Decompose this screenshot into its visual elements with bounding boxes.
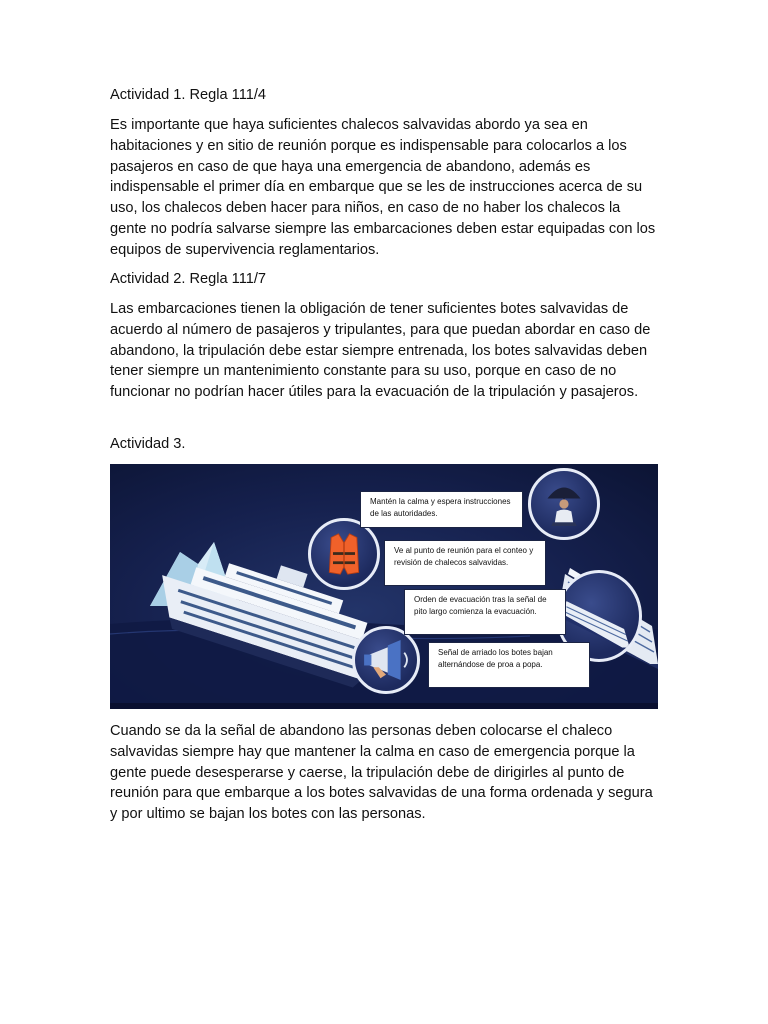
activity-3-heading: Actividad 3.: [110, 436, 186, 452]
activity-1-paragraph: Es importante que haya suficientes chalecos salvavidas abordo ya sea en habitaciones y en sitio de reunión porque es indispensable para colocarlos a los pasajeros en caso de que haya una emergencia de abandono, además es indispensable el primer día en embarque que se les de instrucciones acerca de su uso, los chalecos deben hacer para niños, en caso de no haber los chalecos la gente no podría salvarse siempre las embarcaciones deben estar equipadas con los equipos de supervivencia reglamentarios.: [110, 117, 656, 258]
activity-2-heading: Actividad 2. Regla 111/7: [110, 271, 267, 287]
note-assembly-point: Ve al punto de reunión para el conteo y revisión de chalecos salvavidas.: [384, 540, 546, 586]
person-calm-icon: [531, 471, 597, 537]
person-calm-circle: [528, 468, 600, 540]
life-vest-circle: [308, 518, 380, 590]
activity-3-paragraph: Cuando se da la señal de abandono las personas deben colocarse el chaleco salvavidas siempre hay que mantener la calma en caso de emergencia porque la gente puede desesperarse y caerse, la tripulación debe de dirigirles al punto de reunión para que embarque a los botes salvavidas de una forma ordenada y segura y por ultimo se bajan los botes con las personas.: [110, 723, 653, 823]
megaphone-circle: [352, 626, 420, 694]
infographic-bottom-strip: [110, 703, 658, 709]
abandon-ship-infographic: [110, 464, 658, 709]
activity-2-paragraph: Las embarcaciones tienen la obligación de tener suficientes botes salvavidas de acuerdo al número de pasajeros y tripulantes, para que puedan abordar en caso de abandono, la tripulación debe estar siempre entrenada, los botes salvavidas deben tener siempre un mantenimiento constante para su uso, porque en caso de no funcionar no podrían hacer útiles para la evacuación de la tripulación y pasajeros.: [110, 301, 651, 401]
note-stay-calm: Mantén la calma y espera instrucciones de las autoridades.: [360, 491, 523, 528]
note-evacuation-order: Orden de evacuación tras la señal de pito largo comienza la evacuación.: [404, 589, 566, 635]
life-vest-icon: [311, 521, 377, 587]
activity-1-heading: Actividad 1. Regla 111/4: [110, 87, 267, 103]
note-lowering-signal: Señal de arriado los botes bajan alternándose de proa a popa.: [428, 642, 590, 688]
megaphone-icon: [355, 629, 417, 691]
